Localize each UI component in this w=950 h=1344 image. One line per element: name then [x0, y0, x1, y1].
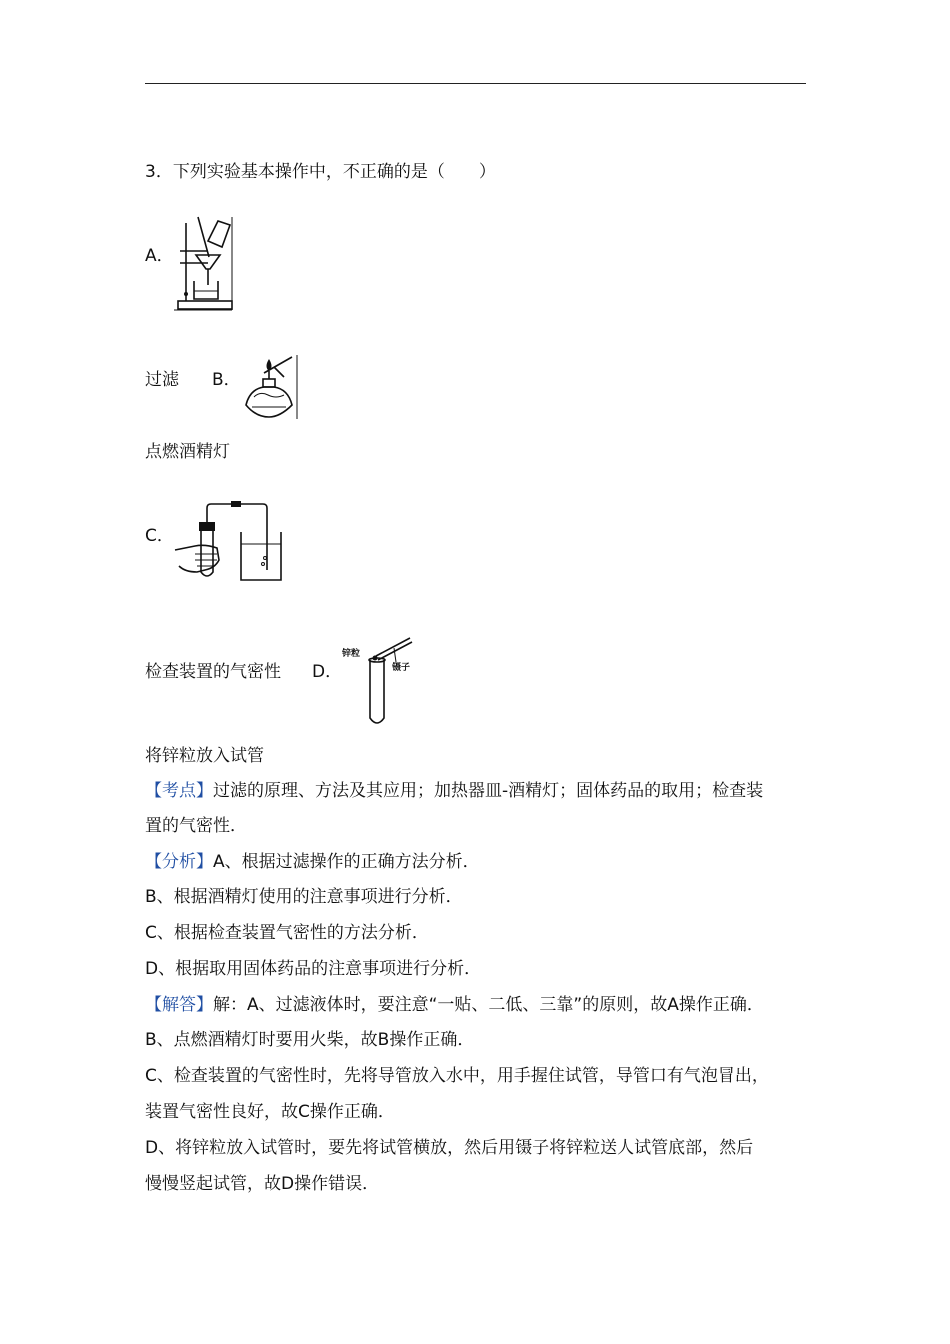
kaodian-text-1: 过滤的原理、方法及其应用；加热器皿-酒精灯；固体药品的取用；检查装 — [213, 781, 764, 801]
zinc-label: 锌粒 — [342, 649, 361, 659]
header-rule — [145, 83, 806, 84]
fenxi-tag: 【分析】 — [145, 852, 213, 872]
option-a-caption: 过滤 — [145, 370, 179, 390]
jieda-line-4: 装置气密性良好，故C操作正确． — [145, 1102, 395, 1122]
filtration-figure — [172, 215, 234, 312]
option-a-letter: A． — [145, 246, 174, 266]
fenxi-line-2: B、根据酒精灯使用的注意事项进行分析． — [145, 887, 463, 907]
fenxi-line-3: C、根据检查装置气密性的方法分析． — [145, 923, 429, 943]
option-b-caption: 点燃酒精灯 — [145, 442, 230, 462]
tweezers-label: 镊子 — [392, 663, 411, 673]
kaodian-line-2: 置的气密性． — [145, 816, 247, 836]
jieda-tag: 【解答】 — [145, 995, 213, 1015]
jieda-line-2: B、点燃酒精灯时要用火柴，故B操作正确． — [145, 1030, 475, 1050]
zinc-tube-figure — [340, 632, 415, 727]
jieda-line-3: C、检查装置的气密性时，先将导管放入水中，用手握住试管，导管口有气泡冒出， — [145, 1066, 769, 1086]
option-c-caption: 检查装置的气密性 — [145, 662, 281, 682]
option-d-caption: 将锌粒放入试管 — [145, 746, 264, 766]
option-d-letter: D． — [312, 662, 343, 682]
jieda-line-1 — [145, 993, 764, 1017]
fenxi-line-4: D、根据取用固体药品的注意事项进行分析． — [145, 959, 482, 979]
alcohol-lamp-figure — [240, 355, 300, 421]
jieda-line-6: 慢慢竖起试管，故D操作错误． — [145, 1174, 380, 1194]
option-c-letter: C． — [145, 526, 174, 546]
kaodian-tag: 【考点】 — [145, 781, 213, 801]
fenxi-text-1: A、根据过滤操作的正确方法分析． — [213, 852, 480, 872]
jieda-text-1: 解：A、过滤液体时，要注意“一贴、二低、三靠”的原则，故A操作正确． — [213, 995, 764, 1015]
option-b-letter: B． — [212, 370, 241, 390]
kaodian-line-1 — [145, 779, 763, 803]
jieda-line-5: D、将锌粒放入试管时，要先将试管横放，然后用镊子将锌粒送人试管底部，然后 — [145, 1138, 754, 1158]
question-stem: 3．下列实验基本操作中，不正确的是（ ） — [145, 162, 496, 182]
fenxi-line-1 — [145, 850, 480, 874]
airtightness-figure — [175, 500, 285, 585]
